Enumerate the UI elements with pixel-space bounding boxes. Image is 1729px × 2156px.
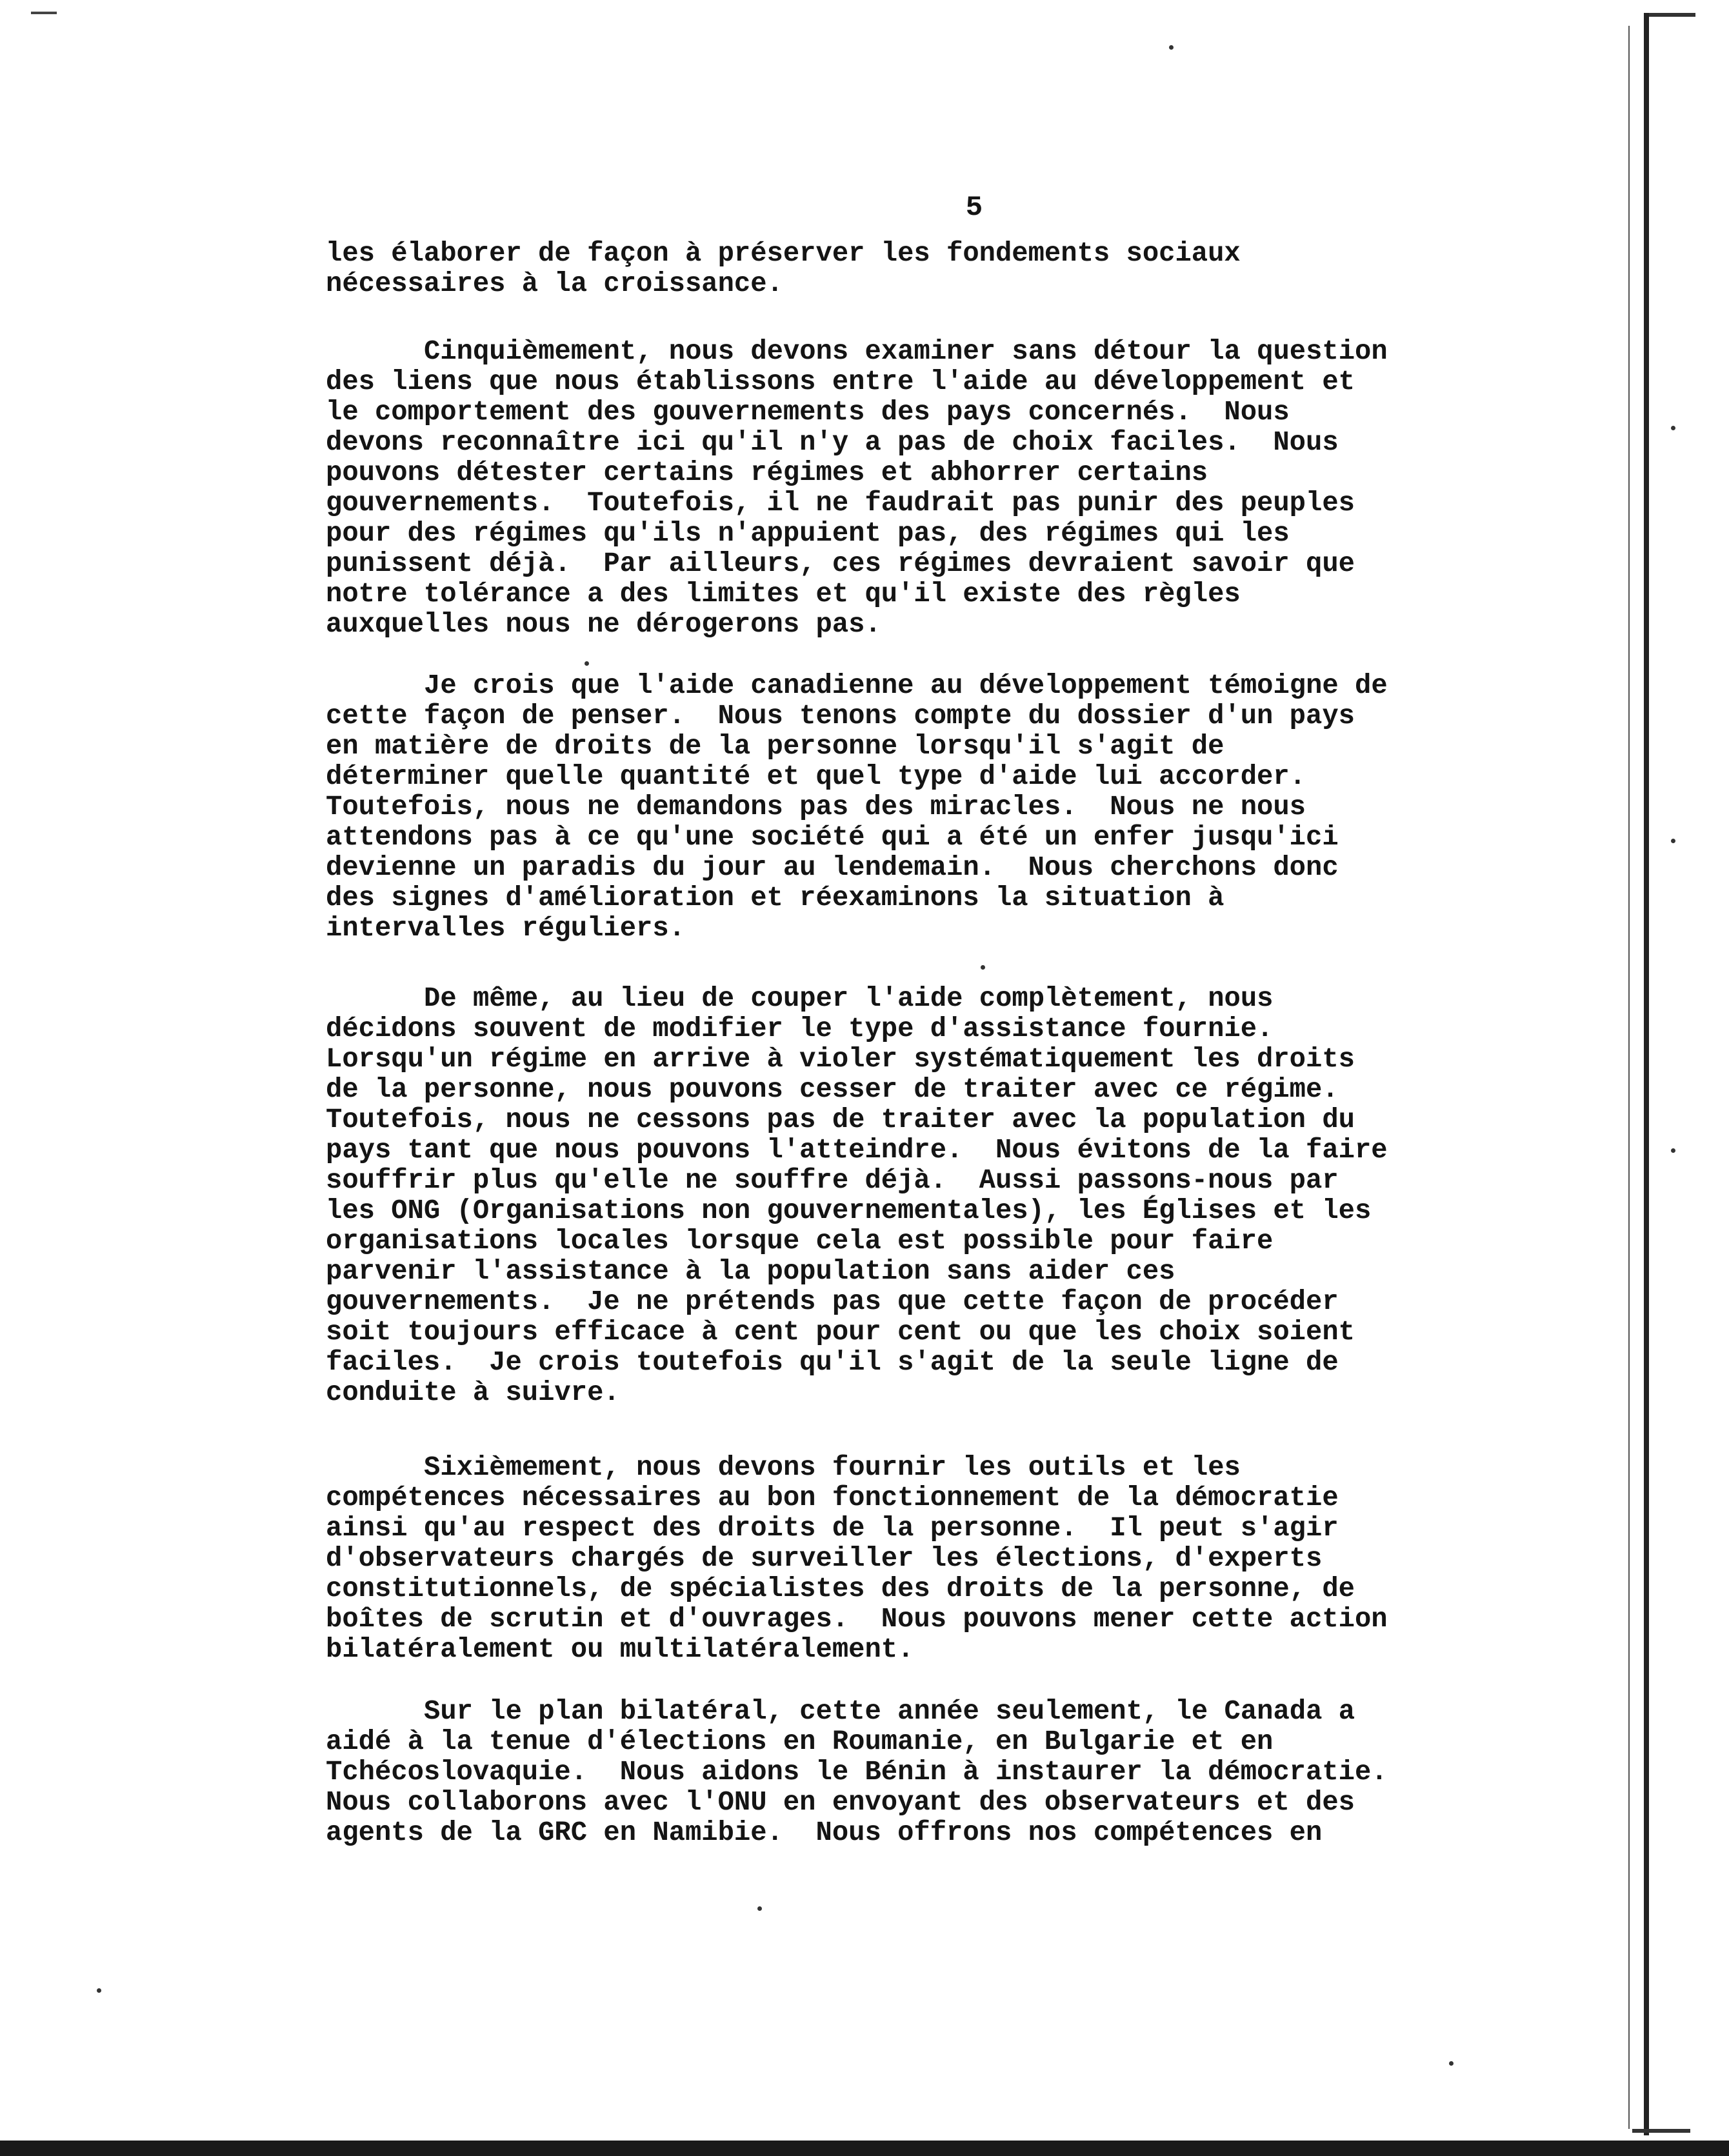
- paragraph-line: le comportement des gouvernements des pays concernés. Nous: [326, 397, 1290, 428]
- paragraph-line: soit toujours efficace à cent pour cent ou que les choix soient: [326, 1317, 1355, 1348]
- scan-speck: [97, 1988, 101, 1993]
- scan-speck: [585, 661, 589, 666]
- paragraph: [326, 984, 1610, 1408]
- paragraph-line: agents de la GRC en Namibie. Nous offrons nos compétences en: [326, 1817, 1323, 1848]
- paragraph-line: compétences nécessaires au bon fonctionnement de la démocratie: [326, 1482, 1339, 1513]
- paragraph-line: pouvons détester certains régimes et abhorrer certains: [326, 457, 1208, 488]
- paragraph-line: pays tant que nous pouvons l'atteindre. Nous évitons de la faire: [326, 1135, 1388, 1166]
- paragraph-line: Toutefois, nous ne cessons pas de traiter avec la population du: [326, 1104, 1355, 1135]
- paragraph-line: De même, au lieu de couper l'aide complètement, nous: [424, 983, 1274, 1014]
- paragraph: [326, 239, 1610, 299]
- paragraph-line: punissent déjà. Par ailleurs, ces régimes devraient savoir que: [326, 548, 1355, 579]
- paragraph-line: gouvernements. Je ne prétends pas que cette façon de procéder: [326, 1286, 1339, 1317]
- paragraph-line: constitutionnels, de spécialistes des droits de la personne, de: [326, 1573, 1355, 1604]
- paragraph-line: de la personne, nous pouvons cesser de traiter avec ce régime.: [326, 1074, 1339, 1105]
- paragraph-line: faciles. Je crois toutefois qu'il s'agit de la seule ligne de: [326, 1347, 1339, 1378]
- scan-artifact-top-right: [1644, 13, 1695, 17]
- scan-speck: [757, 1906, 762, 1911]
- paragraph-line: aidé à la tenue d'élections en Roumanie, en Bulgarie et en: [326, 1726, 1274, 1757]
- scan-speck: [1449, 2061, 1454, 2066]
- paragraph-line: Nous collaborons avec l'ONU en envoyant des observateurs et des: [326, 1787, 1355, 1818]
- paragraph-line: Tchécoslovaquie. Nous aidons le Bénin à instaurer la démocratie.: [326, 1757, 1388, 1788]
- paragraph-line: les ONG (Organisations non gouvernementales), les Églises et les: [326, 1195, 1372, 1226]
- paragraph-line: d'observateurs chargés de surveiller les élections, d'experts: [326, 1543, 1323, 1574]
- paragraph-line: cette façon de penser. Nous tenons compte du dossier d'un pays: [326, 701, 1355, 732]
- paragraph-line: en matière de droits de la personne lorsqu'il s'agit de: [326, 731, 1224, 762]
- paragraph-line: Lorsqu'un régime en arrive à violer systématiquement les droits: [326, 1044, 1355, 1075]
- paragraph: [326, 671, 1610, 944]
- paragraph-line: devons reconnaître ici qu'il n'y a pas de choix faciles. Nous: [326, 427, 1339, 458]
- paragraph-line: Sixièmement, nous devons fournir les outils et les: [424, 1452, 1241, 1483]
- scan-speck: [1169, 45, 1174, 50]
- paragraph-line: organisations locales lorsque cela est possible pour faire: [326, 1226, 1274, 1257]
- paragraph-line: gouvernements. Toutefois, il ne faudrait pas punir des peuples: [326, 488, 1355, 519]
- scan-speck: [1671, 426, 1675, 430]
- page-number: 5: [965, 192, 983, 224]
- paragraph-line: bilatéralement ou multilatéralement.: [326, 1634, 914, 1665]
- paragraph-line: pour des régimes qu'ils n'appuient pas, des régimes qui les: [326, 518, 1290, 549]
- scan-edge-right-inner: [1628, 26, 1630, 2129]
- paragraph-line: auxquelles nous ne dérogerons pas.: [326, 609, 881, 640]
- scan-edge-bottom: [0, 2141, 1729, 2156]
- scan-artifact-top-left: [31, 12, 57, 14]
- paragraph-line: Toutefois, nous ne demandons pas des miracles. Nous ne nous: [326, 792, 1306, 823]
- paragraph: [326, 337, 1610, 640]
- paragraph-line: Sur le plan bilatéral, cette année seulement, le Canada a: [424, 1696, 1355, 1727]
- paragraph-line: des signes d'amélioration et réexaminons la situation à: [326, 883, 1224, 913]
- paragraph-line: souffrir plus qu'elle ne souffre déjà. Aussi passons-nous par: [326, 1165, 1339, 1196]
- paragraph-line: attendons pas à ce qu'une société qui a été un enfer jusqu'ici: [326, 822, 1339, 853]
- scan-edge-right: [1644, 13, 1649, 2135]
- paragraph-line: Cinquièmement, nous devons examiner sans détour la question: [424, 336, 1388, 367]
- paragraph-line: conduite à suivre.: [326, 1377, 620, 1408]
- paragraph-line: parvenir l'assistance à la population sans aider ces: [326, 1256, 1175, 1287]
- paragraph-line: intervalles réguliers.: [326, 913, 685, 944]
- paragraph-line: décidons souvent de modifier le type d'assistance fournie.: [326, 1013, 1274, 1044]
- paragraph: [326, 1697, 1610, 1848]
- paragraph-line: nécessaires à la croissance.: [326, 268, 783, 299]
- paragraph-line: notre tolérance a des limites et qu'il existe des règles: [326, 579, 1241, 610]
- scan-artifact-bottom-right: [1632, 2129, 1690, 2133]
- scan-speck: [1671, 1148, 1675, 1153]
- paragraph-line: devienne un paradis du jour au lendemain. Nous cherchons donc: [326, 852, 1339, 883]
- scan-speck: [1671, 839, 1675, 843]
- paragraph-line: des liens que nous établissons entre l'aide au développement et: [326, 366, 1355, 397]
- paragraph-line: Je crois que l'aide canadienne au développement témoigne de: [424, 670, 1388, 701]
- paragraph-line: boîtes de scrutin et d'ouvrages. Nous pouvons mener cette action: [326, 1604, 1388, 1635]
- paragraph-line: déterminer quelle quantité et quel type d'aide lui accorder.: [326, 761, 1306, 792]
- paragraph-line: les élaborer de façon à préserver les fondements sociaux: [326, 238, 1241, 269]
- scan-speck: [981, 965, 985, 970]
- paragraph-line: ainsi qu'au respect des droits de la personne. Il peut s'agir: [326, 1513, 1339, 1544]
- paragraph: [326, 1453, 1610, 1665]
